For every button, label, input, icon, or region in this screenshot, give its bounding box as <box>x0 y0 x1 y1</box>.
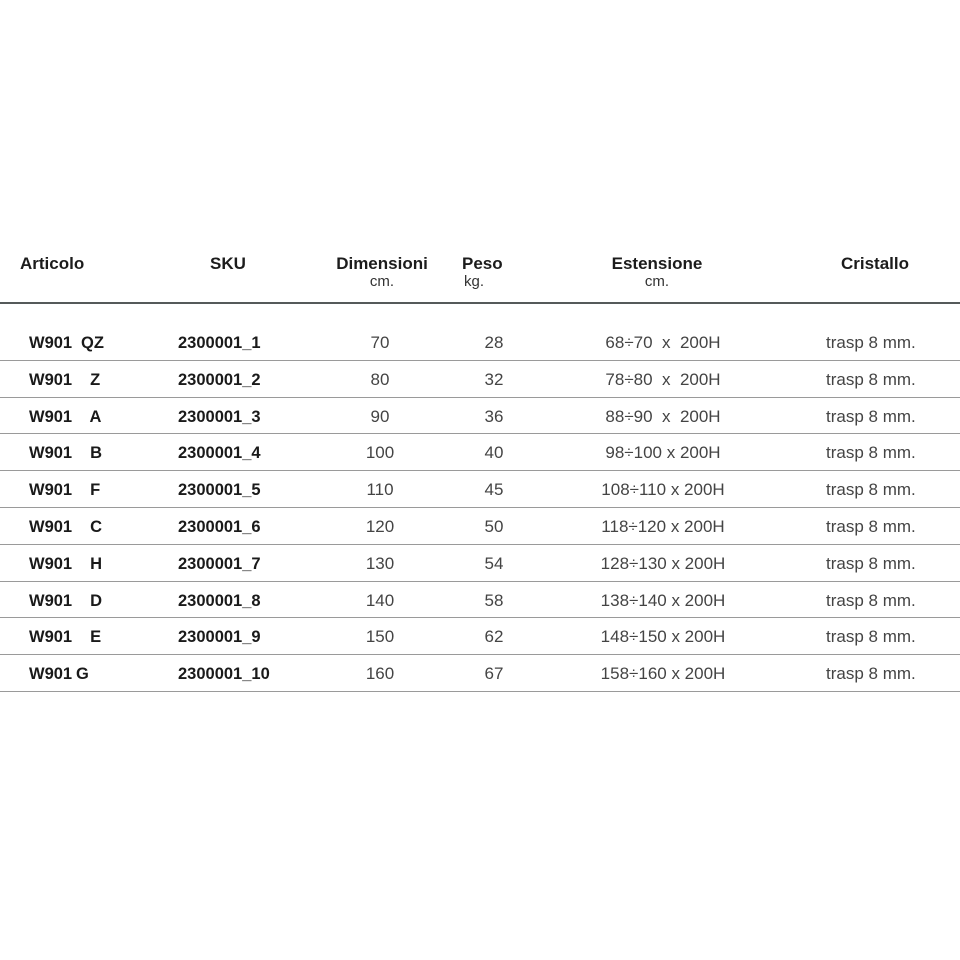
articolo-variant: H <box>81 554 103 573</box>
header-sku <box>188 255 268 273</box>
cristallo-cell: trasp 8 mm. <box>826 406 916 426</box>
header-divider <box>0 302 960 304</box>
articolo-model: W901 <box>29 407 73 426</box>
estensione-cell: 148÷150 x 200H <box>600 627 726 647</box>
table-row <box>0 545 960 582</box>
table-row <box>0 582 960 619</box>
dimensioni-cell: 120 <box>365 516 395 536</box>
dimensioni-cell: 90 <box>370 406 390 426</box>
cristallo-cell: trasp 8 mm. <box>826 443 916 463</box>
header-estensione <box>590 255 724 290</box>
estensione-cell: 158÷160 x 200H <box>600 664 726 684</box>
sku-cell: 2300001_7 <box>178 554 261 573</box>
articolo-cell <box>29 434 139 470</box>
articolo-cell <box>29 582 139 618</box>
articolo-variant: C <box>81 517 103 536</box>
articolo-model: W901 <box>29 444 73 463</box>
header-dimensioni <box>322 255 442 290</box>
articolo-variant: D <box>81 591 103 610</box>
estensione-cell: 68÷70 x 200H <box>605 333 721 352</box>
estensione-cell: 108÷110 x 200H <box>601 480 725 500</box>
articolo-model: W901 <box>29 554 73 573</box>
dimensioni-cell: 80 <box>370 369 390 389</box>
articolo-variant: QZ <box>81 334 104 352</box>
articolo-variant: Z <box>81 370 101 389</box>
table-row <box>0 655 960 692</box>
articolo-variant: G <box>76 665 89 684</box>
articolo-cell <box>29 398 139 434</box>
table-row <box>0 398 960 435</box>
peso-cell: 36 <box>484 406 504 426</box>
articolo-cell <box>29 324 139 360</box>
articolo-variant: B <box>81 444 103 463</box>
peso-cell: 62 <box>484 627 504 647</box>
articolo-variant: E <box>81 628 102 647</box>
cristallo-cell: trasp 8 mm. <box>826 664 916 684</box>
dimensioni-cell: 110 <box>366 480 394 500</box>
estensione-cell: 118÷120 x 200H <box>601 516 725 536</box>
header-sku-label: SKU <box>210 254 246 273</box>
sku-cell: 2300001_1 <box>178 334 261 352</box>
peso-cell: 54 <box>484 553 504 573</box>
articolo-model: W901 <box>29 370 73 389</box>
sku-cell: 2300001_6 <box>178 517 261 536</box>
dimensioni-cell: 130 <box>365 553 395 573</box>
articolo-cell <box>29 508 139 544</box>
table-row <box>0 471 960 508</box>
articolo-cell <box>29 618 139 654</box>
header-cristallo-label: Cristallo <box>840 254 910 273</box>
sku-cell: 2300001_5 <box>178 481 261 500</box>
sku-cell: 2300001_8 <box>178 591 261 610</box>
dimensioni-cell: 70 <box>370 333 390 352</box>
peso-cell: 58 <box>484 590 504 610</box>
cristallo-cell: trasp 8 mm. <box>826 627 916 647</box>
header-dimensioni-unit: cm. <box>369 273 395 290</box>
articolo-model: W901 <box>29 665 73 684</box>
table-row <box>0 361 960 398</box>
table-row <box>0 618 960 655</box>
articolo-variant: F <box>81 481 101 500</box>
table-header <box>0 250 960 304</box>
dimensioni-cell: 150 <box>365 627 395 647</box>
peso-cell: 28 <box>484 333 504 352</box>
cristallo-cell: trasp 8 mm. <box>826 590 916 610</box>
table-body <box>0 324 960 692</box>
articolo-cell <box>29 655 139 691</box>
header-peso <box>462 255 528 290</box>
estensione-cell: 78÷80 x 200H <box>605 369 721 389</box>
peso-cell: 67 <box>484 664 504 684</box>
header-articolo-label: Articolo <box>20 254 85 273</box>
articolo-model: W901 <box>29 591 73 610</box>
estensione-cell: 138÷140 x 200H <box>600 590 726 610</box>
table-row <box>0 434 960 471</box>
header-estensione-label: Estensione <box>611 254 703 273</box>
sku-cell: 2300001_10 <box>178 665 270 684</box>
cristallo-cell: trasp 8 mm. <box>826 480 916 500</box>
dimensioni-cell: 100 <box>365 443 395 463</box>
articolo-model: W901 <box>29 334 73 352</box>
sku-cell: 2300001_2 <box>178 370 261 389</box>
estensione-cell: 98÷100 x 200H <box>605 443 721 463</box>
header-peso-label: Peso <box>462 254 503 273</box>
peso-cell: 50 <box>484 516 504 536</box>
header-cristallo <box>820 255 930 273</box>
sku-cell: 2300001_4 <box>178 444 261 463</box>
header-articolo <box>20 255 110 273</box>
articolo-model: W901 <box>29 628 73 647</box>
estensione-cell: 88÷90 x 200H <box>605 406 721 426</box>
cristallo-cell: trasp 8 mm. <box>826 516 916 536</box>
table-row <box>0 508 960 545</box>
articolo-variant: A <box>81 407 102 426</box>
cristallo-cell: trasp 8 mm. <box>826 369 916 389</box>
table-row <box>0 324 960 361</box>
sku-cell: 2300001_3 <box>178 407 261 426</box>
header-dimensioni-label: Dimensioni <box>336 254 428 273</box>
peso-cell: 32 <box>484 369 504 389</box>
articolo-cell <box>29 545 139 581</box>
estensione-cell: 128÷130 x 200H <box>600 553 726 573</box>
header-peso-unit: kg. <box>464 273 485 290</box>
cristallo-cell: trasp 8 mm. <box>826 553 916 573</box>
cristallo-cell: trasp 8 mm. <box>826 333 916 352</box>
peso-cell: 45 <box>484 480 504 500</box>
header-estensione-unit: cm. <box>644 273 670 290</box>
peso-cell: 40 <box>484 443 504 463</box>
articolo-cell <box>29 471 139 507</box>
articolo-model: W901 <box>29 517 73 536</box>
articolo-model: W901 <box>29 481 73 500</box>
dimensioni-cell: 140 <box>365 590 395 610</box>
articolo-cell <box>29 361 139 397</box>
dimensioni-cell: 160 <box>365 664 395 684</box>
sku-cell: 2300001_9 <box>178 628 261 647</box>
